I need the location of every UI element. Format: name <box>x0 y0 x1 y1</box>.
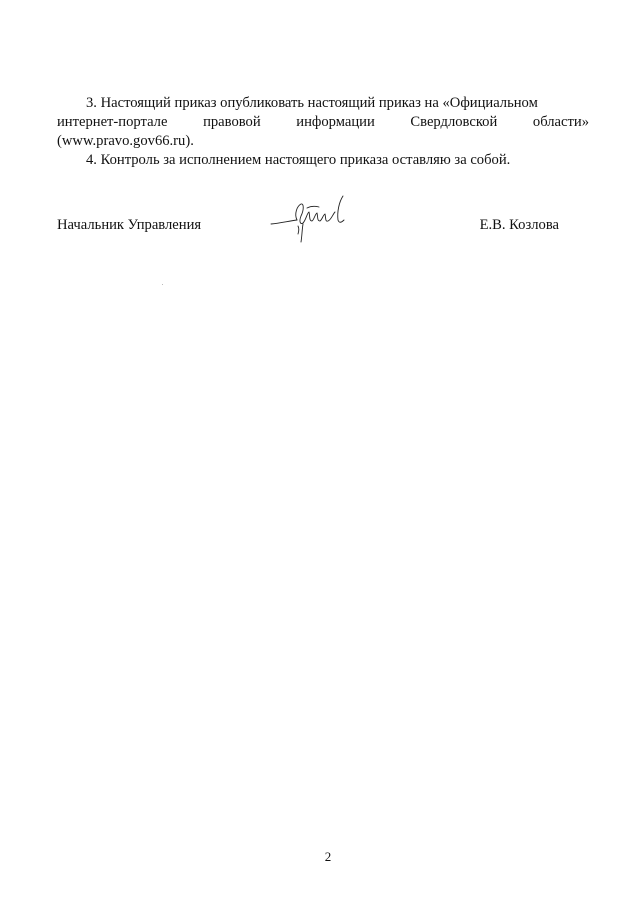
document-body <box>57 94 589 170</box>
paragraph-3-line-3: (www.pravo.gov66.ru). <box>57 133 194 149</box>
paragraph-3-line-1: 3. Настоящий приказ опубликовать настоящий приказ на «Официальном <box>86 95 538 111</box>
page-number: 2 <box>324 849 332 864</box>
signatory-name: Е.В. Козлова <box>479 217 559 233</box>
handwritten-signature-icon <box>267 190 357 250</box>
paragraph-3 <box>57 94 589 151</box>
scan-speck <box>162 284 163 285</box>
signatory-position: Начальник Управления <box>57 217 202 233</box>
signature-block <box>57 216 559 240</box>
paragraph-4: 4. Контроль за исполнением настоящего приказа оставляю за собой. <box>86 152 511 168</box>
paragraph-3-line-2: интернет-портале правовой информации Свердловской области» <box>57 114 589 130</box>
